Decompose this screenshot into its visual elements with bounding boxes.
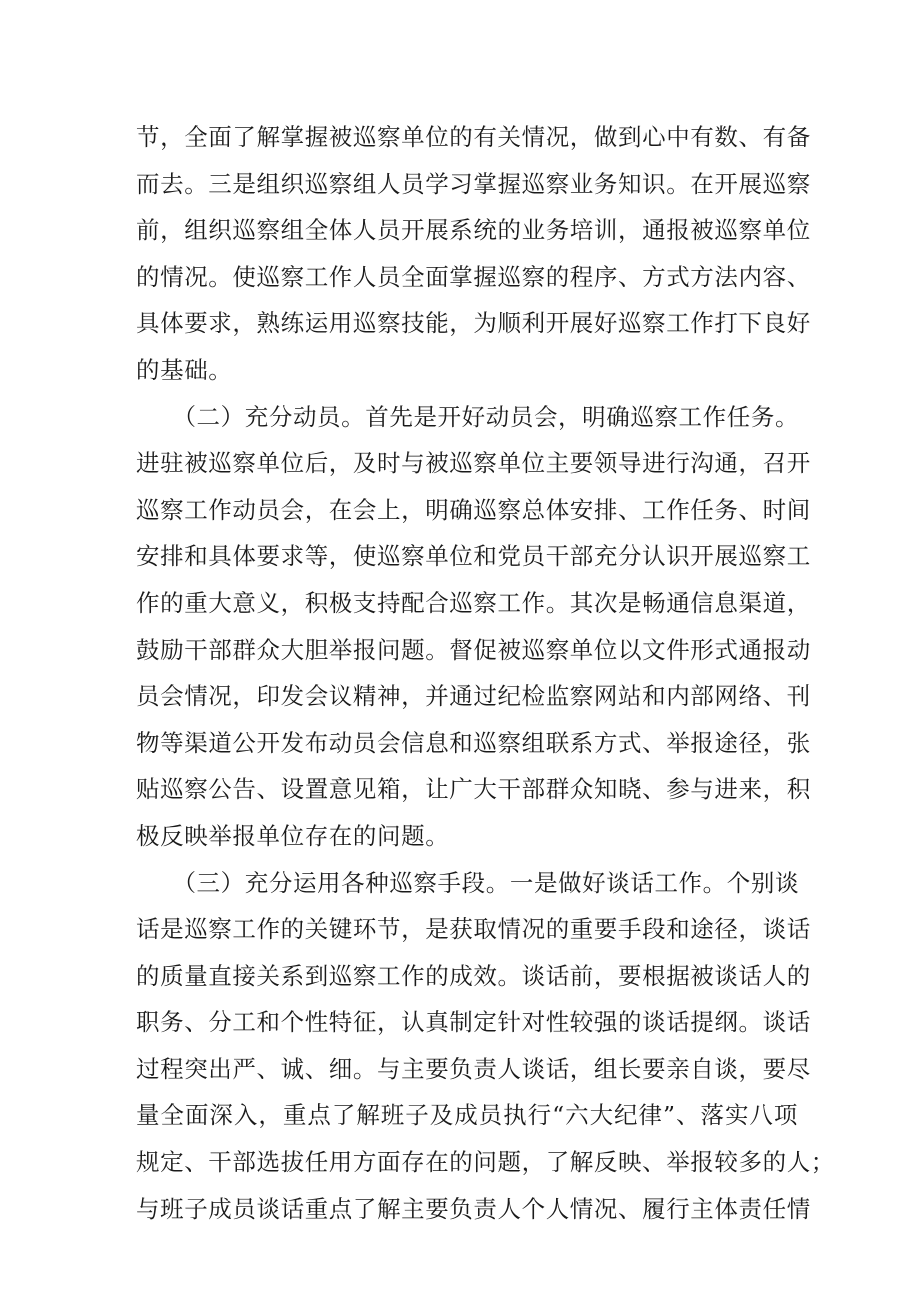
text-line: 巡察工作动员会，在会上，明确巡察总体安排、工作任务、时间 [136, 495, 811, 524]
text-line: 与班子成员谈话重点了解主要负责人个人情况、履行主体责任情 [136, 1194, 811, 1223]
text-line: 作的重大意义，积极支持配合巡察工作。其次是畅通信息渠道， [136, 588, 811, 617]
text-line: 安排和具体要求等，使巡察单位和党员干部充分认识开展巡察工 [136, 542, 811, 571]
text-line: 前，组织巡察组全体人员开展系统的业务培训，通报被巡察单位 [136, 216, 811, 245]
text-line: 极反映举报单位存在的问题。 [136, 821, 450, 850]
text-line: 的情况。使巡察工作人员全面掌握巡察的程序、方式方法内容、 [136, 262, 811, 291]
text-line: 具体要求，熟练运用巡察技能，为顺利开展好巡察工作打下良好 [136, 309, 811, 338]
text-line: 话是巡察工作的关键环节，是获取情况的重要手段和途径，谈话 [136, 915, 811, 944]
text-line: 过程突出严、诚、细。与主要负责人谈话，组长要亲自谈，要尽 [136, 1054, 811, 1083]
text-line: 的基础。 [136, 355, 233, 384]
text-line: 职务、分工和个性特征，认真制定针对性较强的谈话提纲。谈话 [136, 1008, 811, 1037]
text-line: （二）充分动员。首先是开好动员会，明确巡察工作任务。 [136, 402, 800, 431]
text-line: （三）充分运用各种巡察手段。一是做好谈话工作。个别谈 [136, 868, 800, 897]
body-text [136, 114, 835, 1232]
text-line: 量全面深入，重点了解班子及成员执行“六大纪律”、落实八项 [136, 1101, 798, 1130]
text-line: 节，全面了解掌握被巡察单位的有关情况，做到心中有数、有备 [136, 123, 811, 151]
text-line: 规定、干部选拔任用方面存在的问题，了解反映、举报较多的人； [136, 1148, 835, 1177]
text-line: 员会情况，印发会议精神，并通过纪检监察网站和内部网络、刊 [136, 682, 811, 711]
text-line: 进驻被巡察单位后，及时与被巡察单位主要领导进行沟通，召开 [136, 449, 811, 478]
text-line: 鼓励干部群众大胆举报问题。督促被巡察单位以文件形式通报动 [136, 635, 811, 664]
text-line: 物等渠道公开发布动员会信息和巡察组联系方式、举报途径，张 [136, 728, 811, 757]
text-line: 贴巡察公告、设置意见箱，让广大干部群众知晓、参与进来，积 [136, 775, 811, 804]
text-line: 而去。三是组织巡察组人员学习掌握巡察业务知识。在开展巡察 [136, 169, 811, 198]
text-line: 的质量直接关系到巡察工作的成效。谈话前，要根据被谈话人的 [136, 961, 811, 990]
